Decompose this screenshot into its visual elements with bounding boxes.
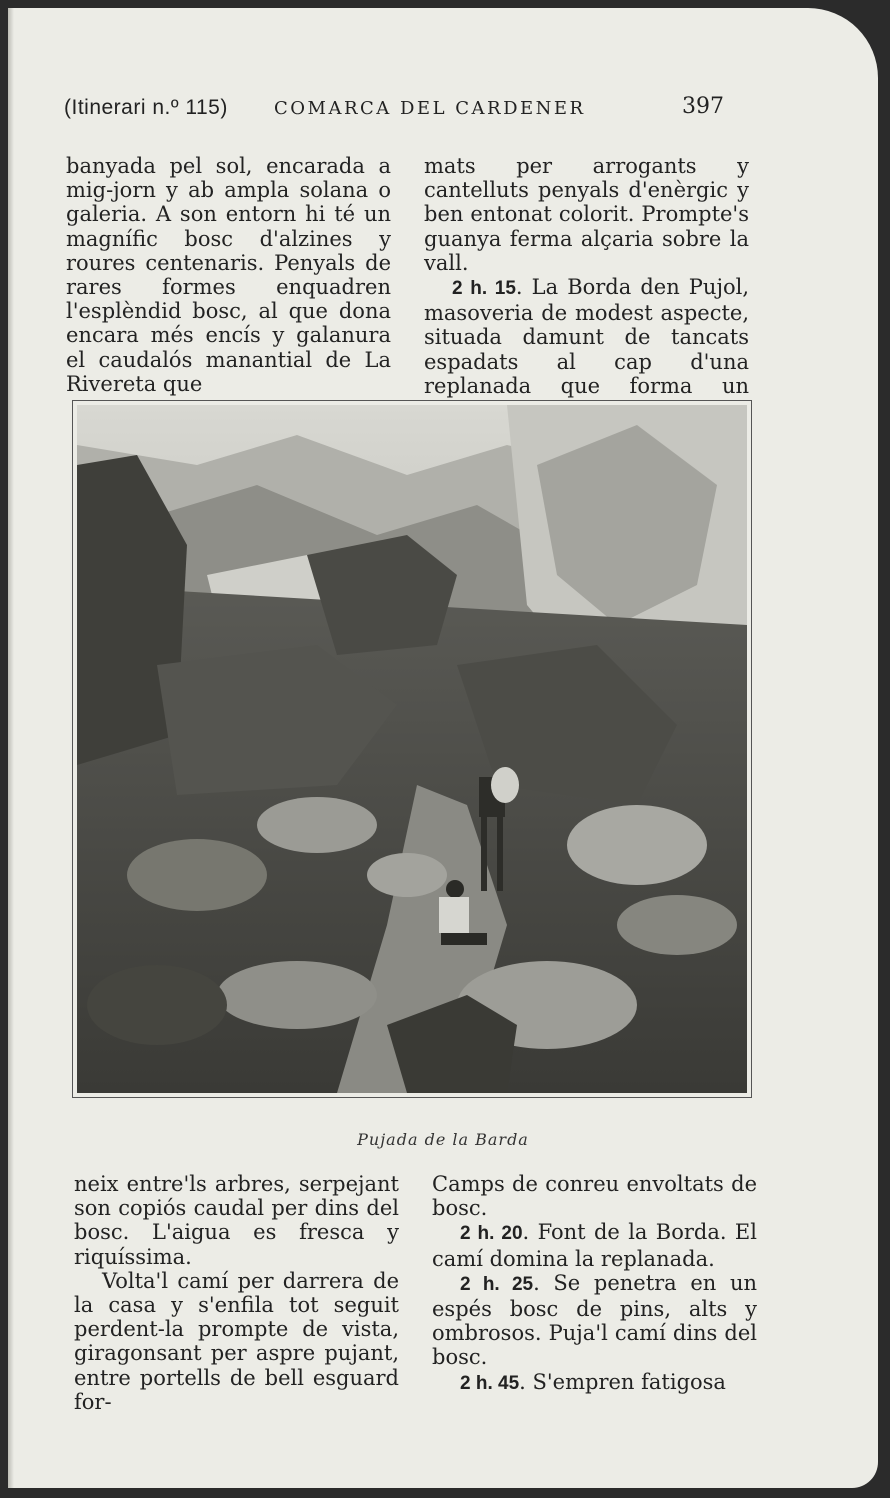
text-column-top-left [66,154,391,396]
running-header [64,94,724,130]
book-page [8,8,878,1488]
text-column-top-right [424,154,749,422]
time-marker: 2 h. 45 [460,1372,520,1394]
photo-plate [72,400,752,1098]
time-marker: 2 h. 15 [452,278,516,300]
page-number: 397 [682,94,724,119]
mountain-path-photo [77,405,747,1093]
time-marker: 2 h. 20 [460,1223,523,1245]
paragraph-text: . S'empren fatigosa [519,1369,726,1394]
timed-paragraph [432,1220,757,1270]
paragraph: Camps de conreu envoltats de bosc. [432,1172,757,1221]
time-marker: 2 h. 25 [460,1273,534,1295]
page-spine-shadow [8,8,14,1488]
paragraph: neix entre'ls arbres, serpejant son copiós caudal per dins del bosc. L'aigua es fresca y riquíssima. [74,1172,399,1269]
itinerary-reference: (Itinerari n.º 115) [64,96,228,119]
timed-paragraph [432,1370,757,1396]
paragraph: mats per arrogants y cantelluts penyals d'enèrgic y ben entonat colorit. Prompte's guanya ferma alçaria sobre la vall. [424,154,749,275]
timed-paragraph [432,1271,757,1370]
paragraph-text: . Font de la Borda. El camí domina la replanada. [432,1220,757,1271]
chapter-title: COMARCA DEL CARDENER [274,98,586,119]
paragraph-text: . La Borda den Pujol, masoveria de modest aspecte, situada damunt de tancats espadats al cap d'una replanada que forma un [424,275,749,398]
text-column-bottom-right [432,1172,757,1396]
paragraph: Volta'l camí per darrera de la casa y s'enfila tot seguit perdent-la prompte de vista, giragonsant per aspre pujant, entre portells de bell esguard for- [74,1268,399,1414]
figure-caption: Pujada de la Barda [357,1130,529,1149]
paragraph: banyada pel sol, encarada a mig-jorn y ab ampla solana o galeria. A son entorn hi té un magnífic bosc d'alzines y roures centenaris. Penyals de rares formes enquadren l'esplèndid bosc, al que dona encara més encís y galanura el caudalós manantial de La Rivereta que [66,154,391,396]
text-column-bottom-left [74,1172,399,1414]
paragraph-text: . Se penetra en un espés bosc de pins, alts y ombrosos. Puja'l camí dins del bosc. [432,1270,757,1370]
